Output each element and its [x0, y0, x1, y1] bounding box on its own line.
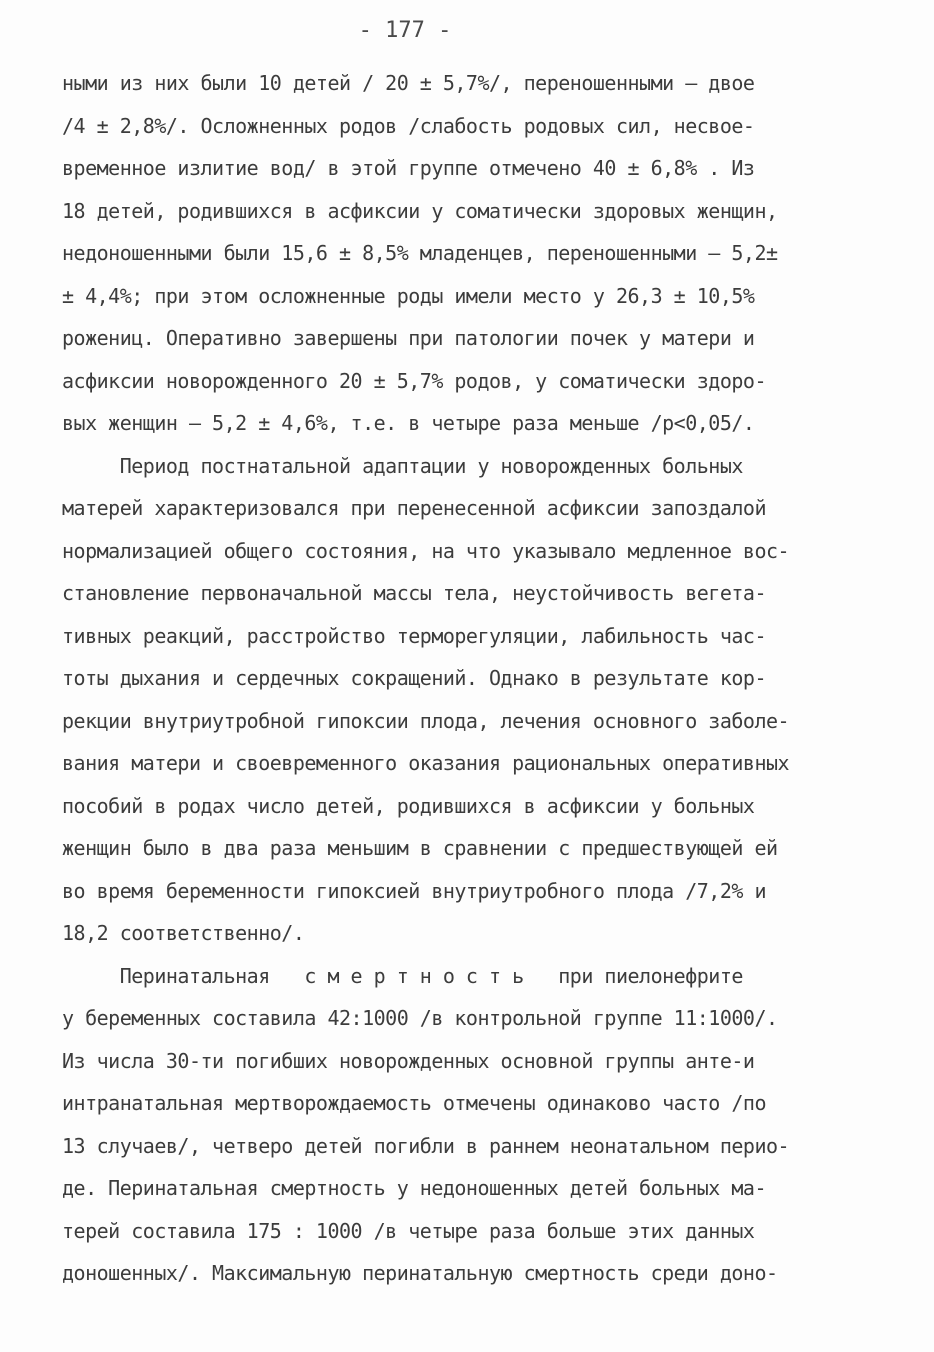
text-line: вания матери и своевременного оказания рациональных оперативных	[62, 751, 790, 775]
text-line: ными из них были 10 детей / 20 ± 5,7%/, переношенными – двое	[62, 71, 755, 95]
text-line: недоношенными были 15,6 ± 8,5% младенцев, переношенными – 5,2±	[62, 241, 778, 265]
text-line: временное излитие вод/ в этой группе отмечено 40 ± 6,8% . Из	[62, 156, 755, 180]
text-line: де. Перинатальная смертность у недоношенных детей больных ма-	[62, 1176, 767, 1200]
text-line: рожениц. Оперативно завершены при патологии почек у матери и	[62, 326, 755, 350]
text-line: доношенных/. Максимальную перинатальную смертность среди доно-	[62, 1261, 778, 1285]
text-line: ± 4,4%; при этом осложненные роды имели место у 26,3 ± 10,5%	[62, 283, 755, 308]
text-line: пособий в родах число детей, родившихся в асфиксии у больных	[62, 793, 755, 818]
text-line: тивных реакций, расстройство терморегуляции, лабильность час-	[62, 623, 767, 648]
text-line: вых женщин – 5,2 ± 4,6%, т.е. в четыре раза меньше /р<0,05/.	[62, 411, 755, 435]
text-line: интранатальная мертворождаемость отмечены одинаково часто /по	[62, 1091, 767, 1115]
text-line: асфиксии новорожденного 20 ± 5,7% родов, у соматически здоро-	[62, 368, 767, 393]
paragraph-start-line: Период постнатальной адаптации у новорожденных больных	[62, 453, 743, 478]
text-line: 13 случаев/, четверо детей погибли в раннем неонатальном перио-	[62, 1133, 790, 1158]
text-line: нормализацией общего состояния, на что указывало медленное вос-	[62, 538, 790, 563]
body-text	[62, 62, 882, 1295]
text-line: рекции внутриутробной гипоксии плода, лечения основного заболе-	[62, 708, 790, 733]
text-line: /4 ± 2,8%/. Осложненных родов /слабость родовых сил, несвое-	[62, 113, 755, 138]
text-line: 18 детей, родившихся в асфиксии у соматически здоровых женщин,	[62, 198, 778, 223]
text-line: у беременных составила 42:1000 /в контрольной группе 11:1000/.	[62, 1006, 778, 1030]
paragraph-start-line: Перинатальная с м е р т н о с т ь при пиелонефрите	[62, 963, 743, 988]
text-line: становление первоначальной массы тела, неустойчивость вегета-	[62, 581, 767, 605]
text-line: терей составила 175 : 1000 /в четыре раза больше этих данных	[62, 1218, 755, 1243]
page-number: - 177 -	[358, 18, 452, 43]
text-line: Из числа 30-ти погибших новорожденных основной группы анте-и	[62, 1048, 755, 1073]
text-line: матерей характеризовался при перенесенной асфиксии запоздалой	[62, 496, 767, 520]
text-line: 18,2 соответственно/.	[62, 921, 305, 945]
text-line: женщин было в два раза меньшим в сравнении с предшествующей ей	[62, 836, 778, 860]
text-line: во время беременности гипоксией внутриутробного плода /7,2% и	[62, 878, 767, 903]
text-line: тоты дыхания и сердечных сокращений. Однако в результате кор-	[62, 666, 767, 690]
